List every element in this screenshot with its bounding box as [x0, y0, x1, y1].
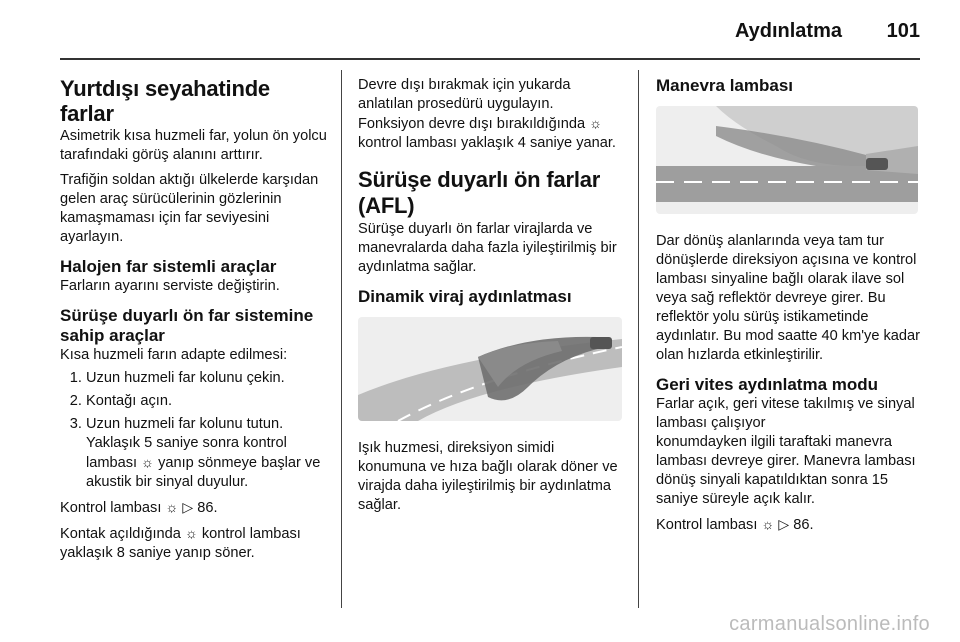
headlight-control-icon: ☼ [589, 115, 603, 131]
column-3 [656, 76, 922, 541]
paragraph [656, 515, 922, 535]
paragraph: Sürüşe duyarlı ön farlar virajlarda ve manevralarda daha fazla iyileştirilmiş bir aydınlatma sağlar. [358, 221, 617, 275]
watermark: carmanualsonline.info [729, 613, 930, 635]
step-text: Yaklaşık 5 saniye sonra kontrol lambası [86, 435, 287, 471]
headlight-control-icon: ☼ [165, 499, 179, 515]
page-reference-icon[interactable]: ▷ [182, 499, 194, 515]
text: Devre dışı bırakmak için yukarda anlatılan prosedürü uygulayın. Fonksiyon devre dışı bırakıldığında [358, 77, 586, 132]
paragraph: Kısa huzmeli farın adapte edilmesi: [60, 347, 288, 363]
page-reference[interactable]: 86. [793, 517, 814, 533]
text: Kontrol lambası [656, 517, 758, 533]
paragraph: Asimetrik kısa huzmeli far, yolun ön yolcu tarafındaki görüş alanını arttırır. [60, 128, 327, 163]
headlight-control-icon: ☼ [184, 525, 198, 541]
list-item: 2. Kontağı açın. [86, 392, 328, 411]
page-reference[interactable]: 86. [197, 500, 218, 516]
page-reference-icon[interactable]: ▷ [778, 516, 790, 532]
step-text: yanıp sönmeye başlar ve akustik bir sinyal duyulur. [86, 455, 321, 490]
paragraph: konumdayken ilgili taraftaki manevra lambası devreye girer. Manevra lambası dönüş sinyali kapatıldıktan sonra 15 saniye süreyle açık kalır. [656, 434, 916, 507]
paragraph: Trafiğin soldan aktığı ülkelerde karşıdan gelen araç sürücülerinin gözlerinin kamaşmaması için far seviyesini ayarlayın. [60, 172, 319, 245]
text: Kontak açıldığında [60, 526, 181, 542]
headlight-control-icon: ☼ [761, 516, 775, 532]
page-number: 101 [886, 20, 920, 42]
paragraph [60, 524, 328, 563]
heading-cornering-light: Manevra lambası [656, 76, 794, 95]
column-1 [60, 76, 328, 569]
paragraph: Işık huzmesi, direksiyon simidi konumuna ve hıza bağlı olarak döner ve virajda daha iyileştirilmiş bir aydınlatma sağlar. [358, 440, 618, 513]
step-text: Uzun huzmeli far kolunu tutun. [86, 416, 284, 432]
text: kontrol lambası yaklaşık 8 saniye yanıp söner. [60, 526, 301, 561]
paragraph [358, 76, 624, 153]
text: Kontrol lambası [60, 500, 162, 516]
list-item: 1. Uzun huzmeli far kolunu çekin. [86, 369, 328, 388]
heading-reverse-light: Geri vites aydınlatma modu [656, 375, 879, 394]
section-title: Aydınlatma [734, 20, 842, 42]
headlight-control-icon: ☼ [141, 454, 155, 470]
list-item [86, 415, 328, 492]
heading-afl-vehicles: Sürüşe duyarlı ön far sistemine sahip araçlar [60, 306, 314, 345]
cornering-light-illustration [656, 106, 918, 214]
header-divider [60, 58, 920, 60]
column-divider-1 [341, 70, 342, 608]
paragraph [60, 498, 328, 518]
heading-abroad-headlights: Yurtdışı seyahatinde farlar [60, 76, 270, 126]
paragraph: Dar dönüş alanlarında veya tam tur dönüşlerde direksiyon açısına ve kontrol lambası sinyaline bağlı olarak ilave sol veya sağ reflektör devreye girer. Bu reflektör yolu sürüş istikametinde aydınlatır. Bu mod saatte 40 km'ye kadar olan hızlarda etkinleştirilir. [656, 233, 920, 363]
column-2 [358, 76, 624, 521]
heading-halogen: Halojen far sistemli araçlar [60, 257, 277, 276]
page-header [0, 0, 960, 56]
paragraph: Farların ayarını serviste değiştirin. [60, 278, 280, 294]
heading-afl: Sürüşe duyarlı ön farlar (AFL) [358, 167, 601, 218]
column-divider-2 [638, 70, 639, 608]
heading-dynamic-cornering: Dinamik viraj aydınlatması [358, 287, 572, 306]
text: kontrol lambası yaklaşık 4 saniye yanar. [358, 135, 616, 151]
dynamic-cornering-illustration [358, 317, 622, 421]
paragraph: Farlar açık, geri vitese takılmış ve sinyal lambası çalışıyor [656, 396, 915, 431]
steps-list [60, 369, 328, 492]
